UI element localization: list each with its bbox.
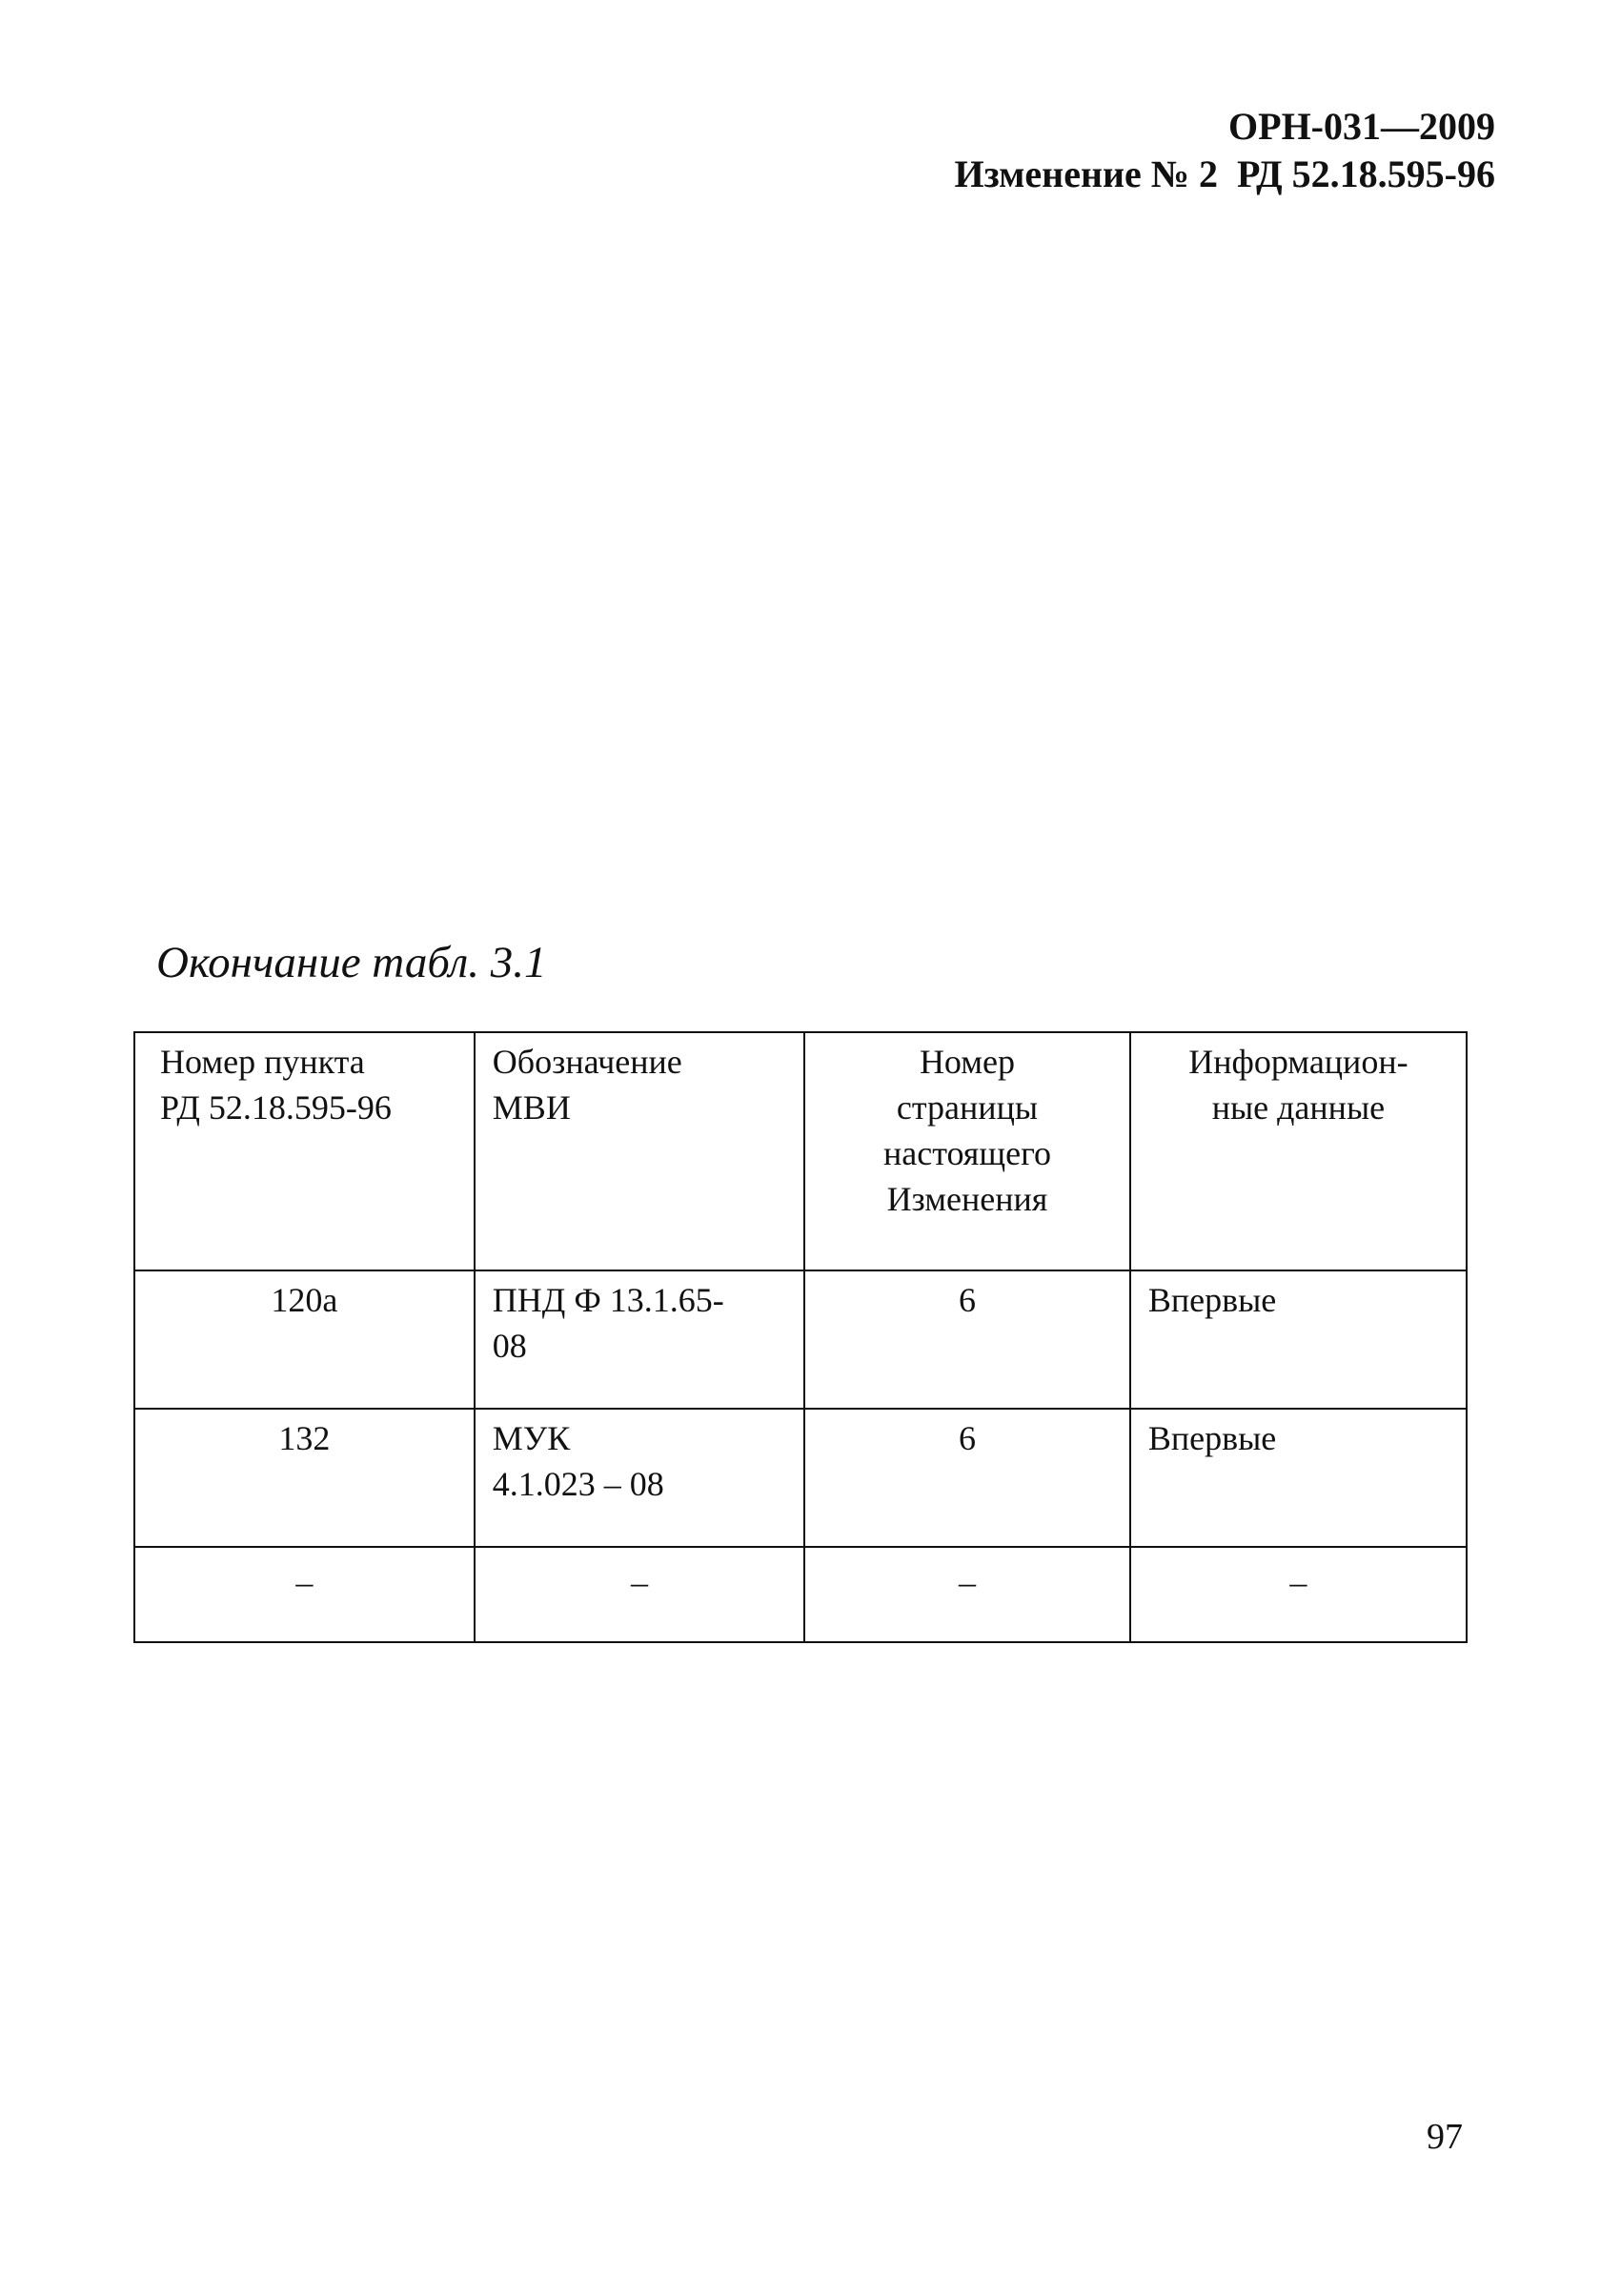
cell-designation: ПНД Ф 13.1.65- 08 bbox=[475, 1270, 804, 1409]
cell-page-number bbox=[804, 1547, 1130, 1642]
document-header bbox=[955, 103, 1495, 198]
table-header-row bbox=[134, 1032, 1467, 1270]
table-caption: Окончание табл. 3.1 bbox=[156, 938, 547, 987]
cell-item-number: 132 bbox=[134, 1409, 475, 1547]
cell-info: Впервые bbox=[1130, 1409, 1467, 1547]
table-row bbox=[134, 1547, 1467, 1642]
cell-designation: МУК 4.1.023 – 08 bbox=[475, 1409, 804, 1547]
dash-mark: – bbox=[958, 1563, 976, 1601]
header-designation: Обозначение МВИ bbox=[475, 1032, 804, 1270]
dash-mark: – bbox=[630, 1563, 648, 1601]
header-page-number: Номер страницы настоящего Изменения bbox=[804, 1032, 1130, 1270]
cell-info bbox=[1130, 1547, 1467, 1642]
cell-designation bbox=[475, 1547, 804, 1642]
amendment-title: Изменение № 2 РД 52.18.595-96 bbox=[954, 152, 1495, 195]
table-row bbox=[134, 1270, 1467, 1409]
cell-page-number: 6 bbox=[804, 1270, 1130, 1409]
cell-item-number bbox=[134, 1547, 475, 1642]
cell-info: Впервые bbox=[1130, 1270, 1467, 1409]
page-number: 97 bbox=[1427, 2117, 1463, 2157]
amendment-table bbox=[133, 1031, 1468, 1643]
header-item-number: Номер пункта РД 52.18.595-96 bbox=[134, 1032, 475, 1270]
table-row bbox=[134, 1409, 1467, 1547]
dash-mark: – bbox=[1289, 1563, 1307, 1601]
dash-mark: – bbox=[295, 1563, 314, 1601]
cell-page-number: 6 bbox=[804, 1409, 1130, 1547]
document-code: ОРН-031—2009 bbox=[1228, 105, 1495, 148]
cell-item-number: 120а bbox=[134, 1270, 475, 1409]
header-info: Информацион- ные данные bbox=[1130, 1032, 1467, 1270]
